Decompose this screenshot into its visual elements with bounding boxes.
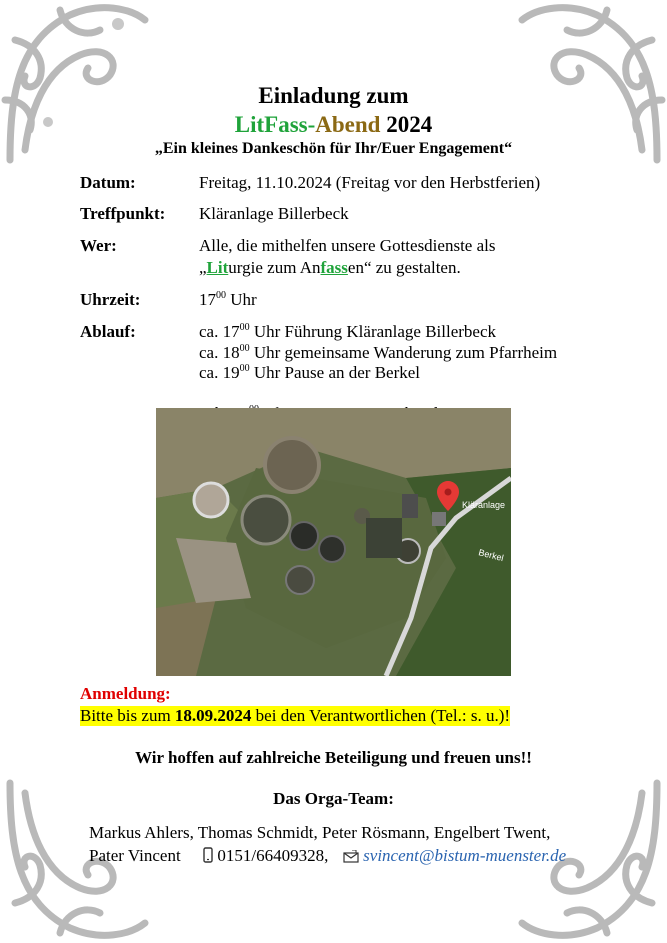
ablauf-item: ca. $18^{00}$ Uhr gemeinsame Wanderung zum Pfarrheim xyxy=(199,343,558,362)
title-dash: - xyxy=(307,112,316,137)
wer-line-2: „Liturgie zum Anfassen“ zu gestalten. xyxy=(199,258,461,277)
registration-date: 18.09.2024 xyxy=(174,706,252,725)
team-email-link[interactable]: svincent@bistum-muenster.de xyxy=(363,846,567,865)
registration-text: Bitte bis zum 18.09.2024 bei den Verantwortlichen (Tel.: s. u.)! xyxy=(80,706,511,725)
treffpunkt-label: Treffpunkt: xyxy=(80,204,166,223)
wer-lit-highlight: Lit xyxy=(206,258,229,277)
datum-label: Datum: xyxy=(80,173,136,192)
registration-heading: Anmeldung: xyxy=(80,684,171,703)
event-title xyxy=(0,112,667,138)
event-subtitle: „Ein kleines Dankeschön für Ihr/Euer Engagement“ xyxy=(154,140,513,157)
title-litfass: LitFass xyxy=(234,112,308,137)
team-last-name: Pater Vincent xyxy=(89,846,181,865)
map-river-label: Berkel xyxy=(477,547,505,564)
email-icon xyxy=(343,850,359,863)
ablauf-item: ca. $17^{00}$ Uhr Führung Kläranlage Billerbeck xyxy=(199,322,497,341)
closing-line: Wir hoffen auf zahlreiche Beteiligung und freuen uns!! xyxy=(135,748,532,767)
team-contact-line xyxy=(89,846,566,866)
uhrzeit-value: $17^{00}$ Uhr xyxy=(199,290,257,309)
title-abend: Abend xyxy=(315,112,381,137)
treffpunkt-value: Kläranlage Billerbeck xyxy=(199,204,349,223)
datum-value: Freitag, 11.10.2024 (Freitag vor den Herbstferien) xyxy=(199,173,541,192)
wer-fass-highlight: fass xyxy=(320,258,348,277)
satellite-map xyxy=(156,408,511,676)
map-image xyxy=(156,408,511,676)
team-names: Markus Ahlers, Thomas Schmidt, Peter Rösmann, Engelbert Twent, xyxy=(89,823,551,842)
wer-label: Wer: xyxy=(80,236,117,255)
map-pin-label: Kläranlage xyxy=(462,500,506,510)
invitation-heading: Einladung zum xyxy=(258,83,409,108)
team-phone[interactable]: 0151/66409328, xyxy=(217,846,329,865)
team-heading: Das Orga-Team: xyxy=(273,789,394,808)
phone-icon xyxy=(203,847,213,863)
title-year: 2024 xyxy=(380,112,433,137)
ablauf-item: ca. $19^{00}$ Uhr Pause an der Berkel xyxy=(199,363,421,382)
wer-line-1: Alle, die mithelfen unsere Gottesdienste als xyxy=(199,236,496,255)
uhrzeit-label: Uhrzeit: xyxy=(80,290,141,309)
ablauf-label: Ablauf: xyxy=(80,322,136,341)
